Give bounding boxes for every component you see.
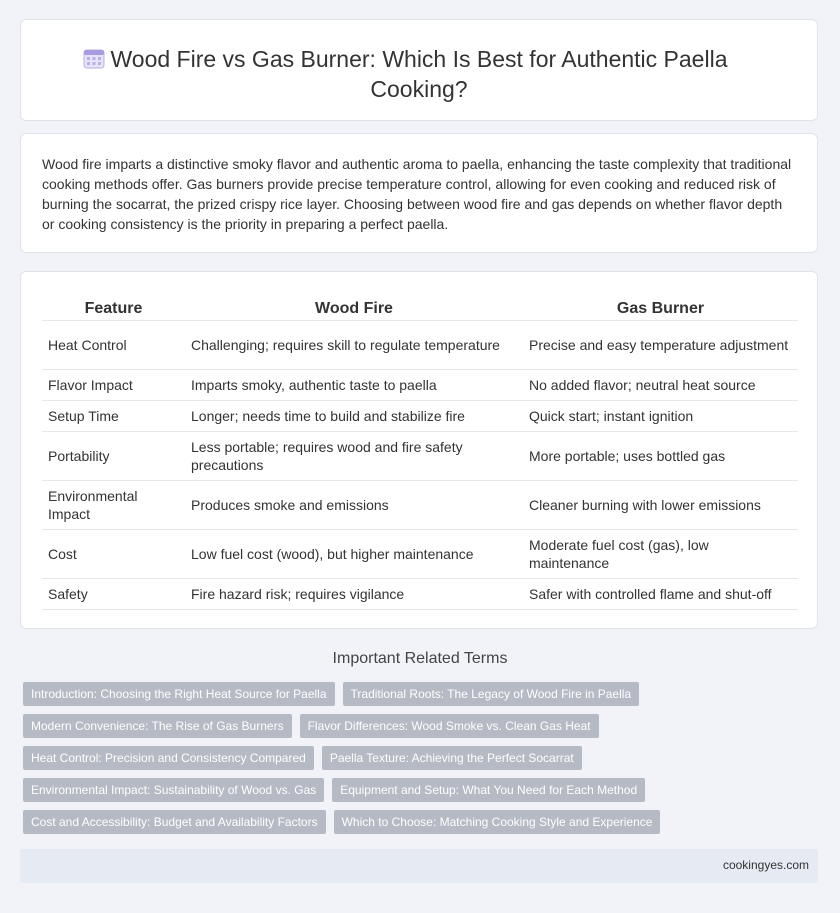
gas-burner-cell: No added flavor; neutral heat source [523,370,798,401]
table-row [42,432,798,481]
feature-cell: Environmental Impact [42,481,185,530]
related-terms-title: Important Related Terms [332,650,508,667]
footer [20,849,818,883]
title-card [20,19,818,121]
feature-cell: Safety [42,579,185,610]
related-term-tag[interactable]: Which to Choose: Matching Cooking Style and Experience [334,810,661,834]
feature-cell: Cost [42,530,185,579]
wood-fire-cell: Less portable; requires wood and fire safety precautions [185,432,523,481]
gas-burner-cell: Moderate fuel cost (gas), low maintenance [523,530,798,579]
table-row [42,481,798,530]
related-term-tag[interactable]: Traditional Roots: The Legacy of Wood Fire in Paella [343,682,640,706]
related-term-tag[interactable]: Flavor Differences: Wood Smoke vs. Clean Gas Heat [300,714,599,738]
related-term-tag[interactable]: Modern Convenience: The Rise of Gas Burners [23,714,292,738]
footer-site-link[interactable]: cookingyes.com [722,858,809,872]
header-gas-burner: Gas Burner [523,295,798,321]
header-feature: Feature [42,295,185,321]
table-row [42,370,798,401]
related-terms-list [23,682,823,842]
gas-burner-cell: More portable; uses bottled gas [523,432,798,481]
feature-cell: Heat Control [42,321,185,370]
page-title: Wood Fire vs Gas Burner: Which Is Best for Authentic Paella Cooking? [110,46,728,102]
feature-cell: Flavor Impact [42,370,185,401]
wood-fire-cell: Fire hazard risk; requires vigilance [185,579,523,610]
gas-burner-cell: Cleaner burning with lower emissions [523,481,798,530]
table-row [42,530,798,579]
table-row [42,321,798,370]
gas-burner-cell: Safer with controlled flame and shut-off [523,579,798,610]
wood-fire-cell: Longer; needs time to build and stabilize fire [185,401,523,432]
header-wood-fire: Wood Fire [185,295,523,321]
wood-fire-cell: Produces smoke and emissions [185,481,523,530]
feature-cell: Setup Time [42,401,185,432]
intro-text: Wood fire imparts a distinctive smoky flavor and authentic aroma to paella, enhancing the taste complexity that traditional cooking methods offer. Gas burners provide precise temperature control, allowing for even cooking and reduced risk of burning the socarrat, the prized crispy rice layer. Choosing between wood fire and gas depends on whether flavor depth or cooking consistency is the priority in preparing a perfect paella. [42,156,792,232]
table-row [42,579,798,610]
related-term-tag[interactable]: Equipment and Setup: What You Need for Each Method [332,778,645,802]
wood-fire-cell: Imparts smoky, authentic taste to paella [185,370,523,401]
wood-fire-cell: Low fuel cost (wood), but higher maintenance [185,530,523,579]
feature-cell: Portability [42,432,185,481]
related-term-tag[interactable]: Introduction: Choosing the Right Heat Source for Paella [23,682,335,706]
intro-card [20,133,818,253]
gas-burner-cell: Precise and easy temperature adjustment [523,321,798,370]
gas-burner-cell: Quick start; instant ignition [523,401,798,432]
comparison-card [20,271,818,629]
related-term-tag[interactable]: Environmental Impact: Sustainability of Wood vs. Gas [23,778,324,802]
comparison-table [42,295,798,610]
table-row [42,401,798,432]
related-term-tag[interactable]: Paella Texture: Achieving the Perfect Socarrat [322,746,582,770]
related-term-tag[interactable]: Cost and Accessibility: Budget and Availability Factors [23,810,326,834]
related-term-tag[interactable]: Heat Control: Precision and Consistency Compared [23,746,314,770]
wood-fire-cell: Challenging; requires skill to regulate temperature [185,321,523,370]
